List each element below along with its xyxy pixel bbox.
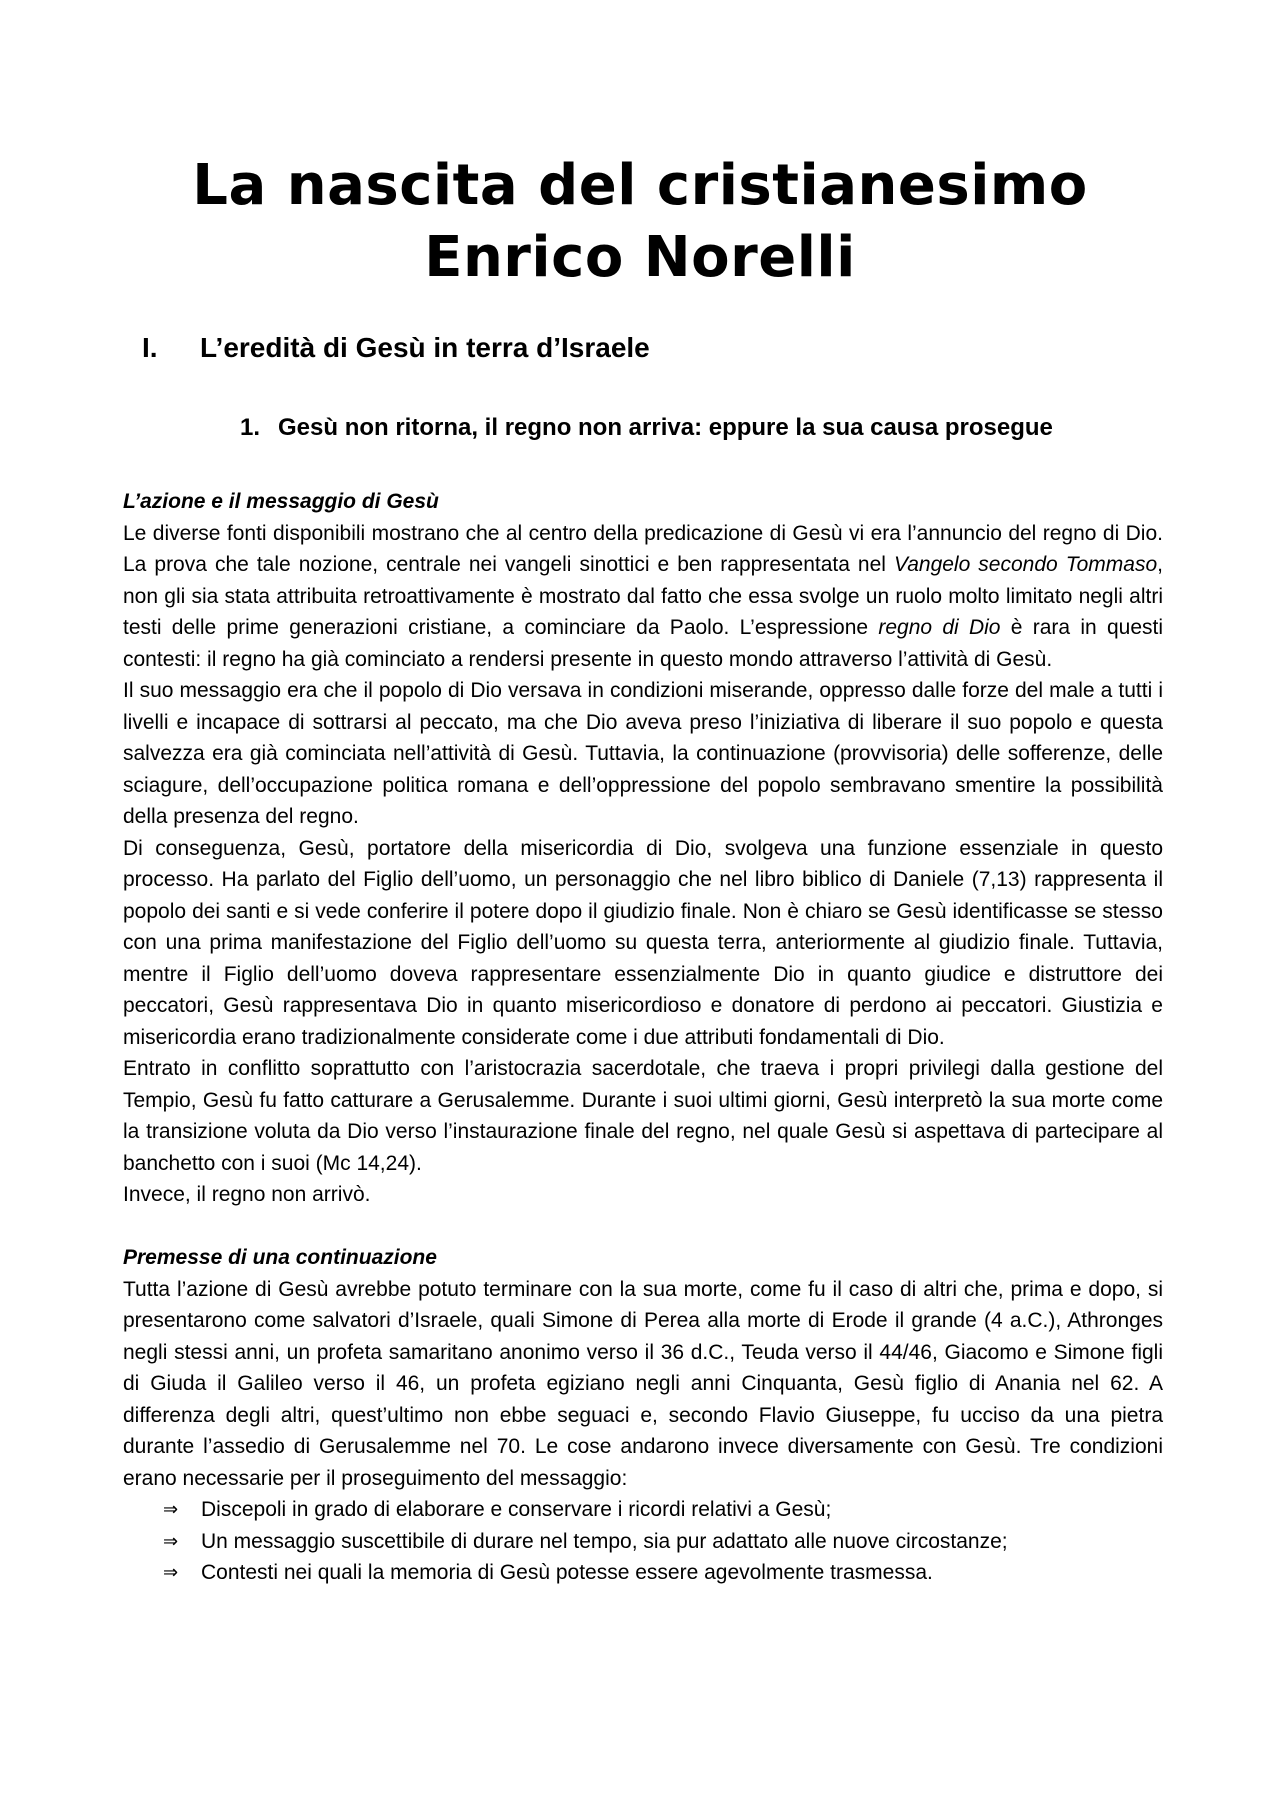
chapter-label: L’eredità di Gesù in terra d’Israele [200, 332, 650, 363]
document-body [123, 486, 1163, 1589]
section-heading [240, 412, 1053, 444]
paragraph: Di conseguenza, Gesù, portatore della misericordia di Dio, svolgeva una funzione essenziale in questo processo. Ha parlato del Figlio dell’uomo, un personaggio che nel libro biblico di Daniele (7,13) rappresenta il popolo dei santi e si vede conferire il potere dopo il giudizio finale. Non è chiaro se Gesù identificasse se stesso con una prima manifestazione del Figlio dell’uomo su questa terra, anteriormente al giudizio finale. Tuttavia, mentre il Figlio dell’uomo doveva rappresentare essenzialmente Dio in quanto giudice e distruttore dei peccatori, Gesù rappresentava Dio in quanto misericordioso e donatore di perdono ai peccatori. Giustizia e misericordia erano tradizionalmente considerate come i due attributi fondamentali di Dio. [123, 836, 1163, 1049]
paragraph: Entrato in conflitto soprattutto con l’aristocrazia sacerdotale, che traeva i propri privilegi dalla gestione del Tempio, Gesù fu fatto catturare a Gerusalemme. Durante i suoi ultimi giorni, Gesù interpretò la sua morte come la transizione voluta da Dio verso l’instaurazione finale del regno, nel quale Gesù si aspettava di partecipare al banchetto con i suoi (Mc 14,24). [123, 1057, 1163, 1175]
list-item [123, 1557, 1163, 1589]
title-line-1: La nascita del cristianesimo [192, 153, 1088, 218]
section-number: 1. [240, 414, 261, 441]
arrow-icon: ⇒ [163, 1562, 179, 1583]
list-item-text: Contesti nei quali la memoria di Gesù potesse essere agevolmente trasmessa. [201, 1561, 933, 1584]
text-run: è rara in questi contesti: il regno ha già cominciato a rendersi presente in questo mondo attraverso l’attività di Gesù. [123, 616, 1163, 671]
spacer [123, 1211, 1163, 1243]
list-item-text: Discepoli in grado di elaborare e conservare i ricordi relativi a Gesù; [201, 1498, 832, 1521]
text-run: Le diverse fonti disponibili mostrano che al centro della predicazione di Gesù vi era l’annuncio del regno di Dio. La prova che tale nozione, centrale nei vangeli sinottici e ben rappresentata nel [123, 521, 1163, 576]
title-line-2: Enrico Norelli [424, 225, 856, 290]
arrow-icon: ⇒ [163, 1499, 179, 1520]
list-item-text: Un messaggio suscettibile di durare nel tempo, sia pur adattato alle nuove circostanze; [201, 1529, 1008, 1553]
paragraph: Il suo messaggio era che il popolo di Dio versava in condizioni miserande, oppresso dalle forze del male a tutti i livelli e incapace di sottrarsi al peccato, ma che Dio aveva preso l’iniziativa di liberare il suo popolo e questa salvezza era già cominciata nell’attività di Gesù. Tuttavia, la continuazione (provvisoria) delle sofferenze, delle sciagure, dell’occupazione politica romana e dell’oppressione del popolo sembravano smentire la possibilità della presenza del regno. [123, 679, 1163, 828]
subheading-azione: L’azione e il messaggio di Gesù [123, 490, 439, 513]
italic-term: regno di Dio [878, 616, 1001, 639]
bullet-list [123, 1494, 1163, 1589]
subheading-premesse: Premesse di una continuazione [123, 1246, 437, 1269]
list-item [123, 1494, 1163, 1526]
section-label: Gesù non ritorna, il regno non arriva: eppure la sua causa prosegue [278, 414, 1053, 441]
chapter-heading [142, 330, 650, 366]
document-title [0, 150, 1280, 294]
list-item [123, 1526, 1163, 1558]
chapter-number: I. [142, 332, 158, 363]
italic-title: Vangelo secondo Tommaso [893, 553, 1158, 576]
text-run: , non gli sia stata attribuita retroattivamente è mostrato dal fatto che essa svolge un ruolo molto limitato negli altri testi delle prime generazioni cristiane, a cominciare da Paolo. L’espressione [123, 553, 1163, 639]
arrow-icon: ⇒ [163, 1530, 179, 1552]
paragraph: Invece, il regno non arrivò. [123, 1183, 371, 1206]
paragraph: Tutta l’azione di Gesù avrebbe potuto terminare con la sua morte, come fu il caso di altri che, prima e dopo, si presentarono come salvatori d’Israele, quali Simone di Perea alla morte di Erode il grande (4 a.C.), Athronges negli stessi anni, un profeta samaritano anonimo verso il 36 d.C., Teuda verso il 44/46, Giacomo e Simone figli di Giuda il Galileo verso il 46, un profeta egiziano negli anni Cinquanta, Gesù figlio di Anania nel 62. A differenza degli altri, quest’ultimo non ebbe seguaci e, secondo Flavio Giuseppe, fu ucciso da una pietra durante l’assedio di Gerusalemme nel 70. Le cose andarono invece diversamente con Gesù. Tre condizioni erano necessarie per il proseguimento del messaggio: [123, 1277, 1163, 1490]
paragraph [123, 518, 1163, 676]
